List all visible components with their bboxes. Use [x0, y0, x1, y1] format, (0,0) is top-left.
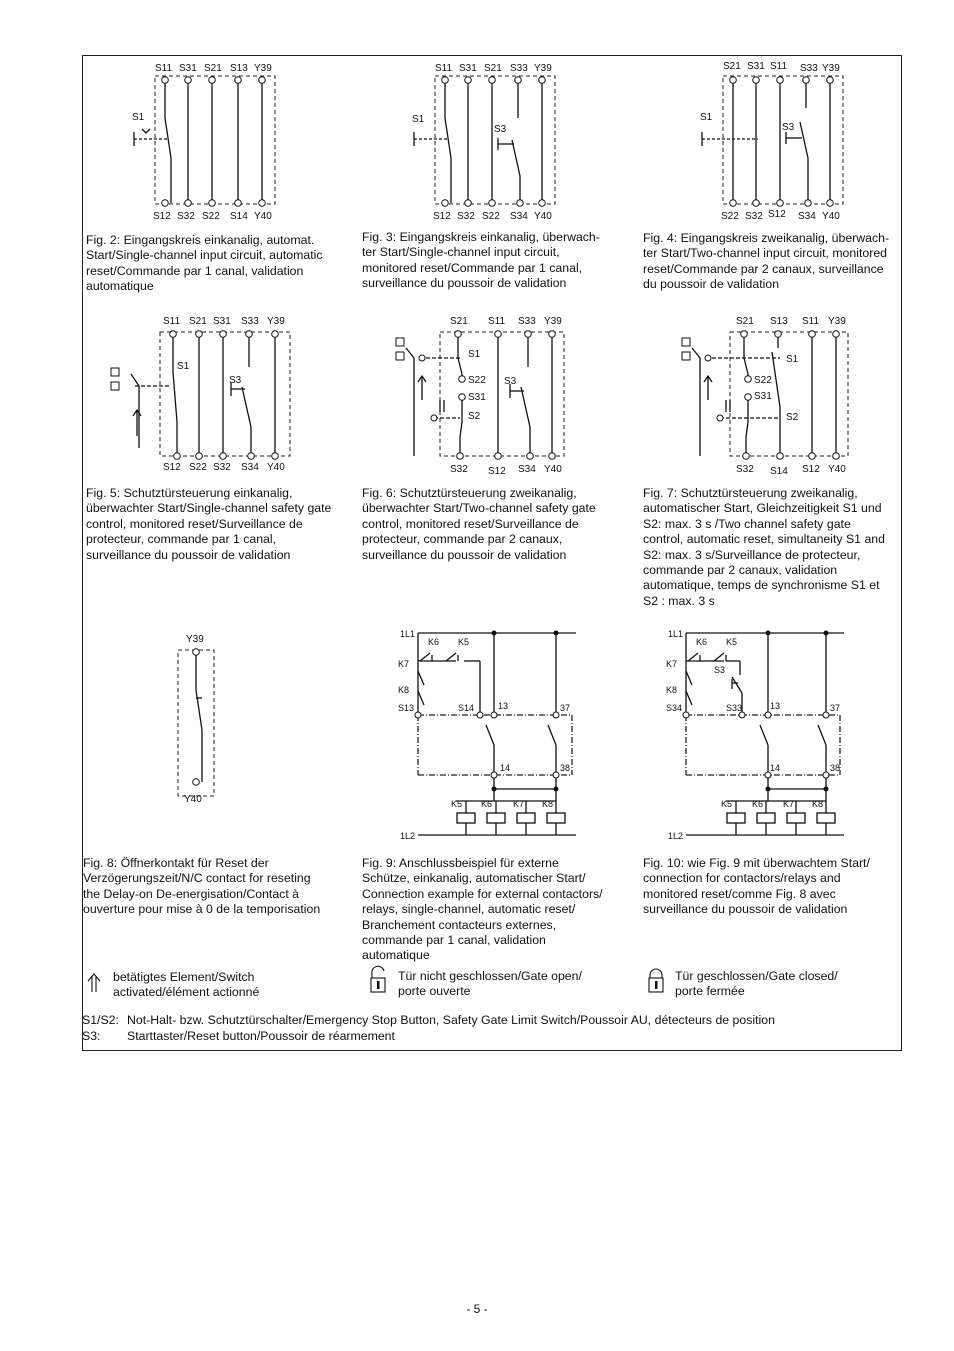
- fig4-diagram: [688, 58, 858, 228]
- fig5-diagram: [105, 312, 305, 482]
- fig7-switch-label: S22: [754, 375, 772, 386]
- fig10-contact-label: S3: [714, 665, 726, 675]
- fig9-terminal-label: 14: [500, 763, 511, 773]
- fig5-bottom-label: S32: [213, 462, 231, 473]
- fig7-diagram: [676, 312, 866, 482]
- fig7-switch-label: S1: [786, 354, 799, 365]
- fig7-switch-label: S2: [786, 412, 799, 423]
- fig6-top-label: Y39: [544, 316, 562, 327]
- fig6-switch-label: S1: [468, 349, 481, 360]
- fig7-top-label: Y39: [828, 316, 846, 327]
- note-row: [82, 1028, 775, 1044]
- fig9-coil-label: K8: [542, 799, 554, 809]
- fig3-bottom-label: Y40: [534, 211, 552, 222]
- fig3-bottom-label: S12: [433, 211, 451, 222]
- fig2-bottom-label: Y40: [254, 211, 272, 222]
- fig10-terminal-label: 13: [770, 701, 781, 711]
- fig9-supply-top: 1L1: [400, 629, 416, 639]
- fig3-top-label: S21: [484, 63, 502, 74]
- fig10-contact-label: K8: [666, 685, 678, 695]
- fig9-terminal-label: 13: [498, 701, 509, 711]
- fig3-top-label: S33: [510, 63, 528, 74]
- fig6-bottom-label: S34: [518, 464, 536, 475]
- fig5-top-label: Y39: [267, 316, 285, 327]
- legend-gate-closed: Tür geschlossen/Gate closed/ porte fermée: [675, 969, 838, 999]
- fig3-bottom-label: S32: [457, 211, 475, 222]
- fig9-coil-label: K6: [481, 799, 493, 809]
- fig3-diagram: [400, 58, 570, 228]
- fig10-diagram: [664, 625, 854, 845]
- switch-notes: [82, 1012, 775, 1044]
- fig3-bottom-label: S22: [482, 211, 500, 222]
- fig10-terminal-label: 38: [830, 763, 841, 773]
- fig10-supply-top: 1L1: [668, 629, 684, 639]
- fig3-caption: Fig. 3: Eingangskreis einkanalig, überwach- ter Start/Single-channel input circuit, monitored reset/Commande par 1 canal, surveillance du poussoir de validation: [362, 230, 600, 291]
- fig7-switch-label: S31: [754, 391, 772, 402]
- fig5-top-label: S33: [241, 316, 259, 327]
- fig2-top-label: S31: [179, 63, 197, 74]
- fig2-bottom-label: S22: [202, 211, 220, 222]
- fig5-switch-label: S1: [177, 361, 190, 372]
- page-number: - 5 -: [466, 1302, 488, 1316]
- fig10-contact-label: K7: [666, 659, 678, 669]
- gate-open-icon: [368, 966, 390, 996]
- fig4-bottom-label: S12: [768, 209, 786, 220]
- fig9-caption: Fig. 9: Anschlussbeispiel für externe Schütze, einkanalig, automatischer Start/ Connection example for external contactors/ relays, single-channel, automatic reset/ Branchement contacteurs externes, commande par 1 canal, validation automatique: [362, 856, 603, 963]
- fig6-switch-label: S3: [504, 376, 517, 387]
- fig7-caption: Fig. 7: Schutztürsteuerung zweikanalig, automatischer Start, Gleichzeitigkeit S1 und S2: max. 3 s /Two channel safety gate control, automatic reset, simultaneity S1 and S2: max. 3 s/Surveillance de protecteur, commande par 2 canaux, validation automatique, temps de synchronisme S1 et S2 : max. 3 s: [643, 486, 885, 608]
- fig5-switch-label: S3: [229, 375, 242, 386]
- fig5-top-label: S21: [189, 316, 207, 327]
- fig6-top-label: S33: [518, 316, 536, 327]
- fig5-bottom-label: S12: [163, 462, 181, 473]
- fig4-top-label: Y39: [822, 63, 840, 74]
- fig3-top-label: S11: [435, 63, 453, 74]
- fig4-bottom-label: S22: [721, 211, 739, 222]
- fig4-top-label: S33: [800, 63, 818, 74]
- fig2-caption: Fig. 2: Eingangskreis einkanalig, automat. Start/Single-channel input circuit, automatic reset/Commande par 1 canal, validation automatique: [86, 233, 323, 294]
- fig9-contact-label: K7: [398, 659, 410, 669]
- fig2-bottom-label: S12: [153, 211, 171, 222]
- fig5-bottom-label: S22: [189, 462, 207, 473]
- fig8-bottom-label: Y40: [184, 794, 202, 805]
- fig9-supply-bottom: 1L2: [400, 831, 416, 841]
- gate-closed-icon: [646, 966, 668, 996]
- fig9-coil-label: K5: [451, 799, 463, 809]
- fig6-diagram: [390, 312, 580, 482]
- note-text: Starttaster/Reset button/Poussoir de réarmement: [127, 1029, 395, 1043]
- fig2-top-label: S11: [155, 63, 173, 74]
- fig2-top-label: Y39: [254, 63, 272, 74]
- fig2-diagram: [120, 58, 290, 228]
- fig8-diagram: [170, 630, 230, 810]
- fig10-supply-bottom: 1L2: [668, 831, 684, 841]
- fig6-caption: Fig. 6: Schutztürsteuerung zweikanalig, überwachter Start/Two-channel safety gate control, monitored reset/Surveillance de protecteur, commande par 2 canaux, surveillance du poussoir de validation: [362, 486, 596, 562]
- fig10-contact-label: K5: [726, 637, 738, 647]
- fig10-terminal-label: 14: [770, 763, 781, 773]
- fig7-bottom-label: S12: [802, 464, 820, 475]
- fig10-coil-label: K8: [812, 799, 824, 809]
- fig6-top-label: S11: [488, 316, 506, 327]
- fig2-top-label: S21: [204, 63, 222, 74]
- fig6-switch-label: S31: [468, 392, 486, 403]
- fig9-terminal-label: 37: [560, 703, 571, 713]
- fig4-caption: Fig. 4: Eingangskreis zweikanalig, überwach- ter Start/Two-channel input circuit, monitored reset/Commande par 2 canaux, surveillance du poussoir de validation: [643, 231, 890, 292]
- fig7-bottom-label: S14: [770, 466, 788, 477]
- fig4-top-label: S11: [770, 61, 788, 72]
- fig4-bottom-label: Y40: [822, 211, 840, 222]
- fig2-bottom-label: S32: [177, 211, 195, 222]
- fig9-terminal-label: S14: [458, 703, 475, 713]
- fig7-top-label: S11: [802, 316, 820, 327]
- fig7-bottom-label: Y40: [828, 464, 846, 475]
- fig10-coil-label: K7: [783, 799, 795, 809]
- fig9-diagram: [396, 625, 586, 845]
- fig10-terminal-label: S34: [666, 703, 683, 713]
- legend-gate-open: Tür nicht geschlossen/Gate open/ porte ouverte: [398, 969, 582, 999]
- activated-arrow-icon: [86, 972, 102, 994]
- legend-activated: betätigtes Element/Switch activated/élément actionné: [113, 970, 260, 1000]
- fig8-top-label: Y39: [186, 634, 204, 645]
- note-text: Not-Halt- bzw. Schutztürschalter/Emergency Stop Button, Safety Gate Limit Switch/Poussoir AU, détecteurs de position: [127, 1013, 775, 1027]
- fig3-top-label: S31: [459, 63, 477, 74]
- fig6-switch-label: S22: [468, 375, 486, 386]
- fig10-contact-label: K6: [696, 637, 708, 647]
- fig2-top-label: S13: [230, 63, 248, 74]
- fig9-terminal-label: 38: [560, 763, 571, 773]
- fig9-contact-label: K6: [428, 637, 440, 647]
- fig9-terminal-label: S13: [398, 703, 415, 713]
- fig6-bottom-label: Y40: [544, 464, 562, 475]
- fig5-top-label: S31: [213, 316, 231, 327]
- fig10-terminal-label: S33: [726, 703, 743, 713]
- fig7-top-label: S21: [736, 316, 754, 327]
- fig4-top-label: S21: [723, 61, 741, 72]
- fig4-switch-label: S1: [700, 112, 713, 123]
- fig6-bottom-label: S32: [450, 464, 468, 475]
- fig5-bottom-label: S34: [241, 462, 259, 473]
- fig6-top-label: S21: [450, 316, 468, 327]
- fig10-caption: Fig. 10: wie Fig. 9 mit überwachtem Start/ connection for contactors/relays and monitored reset/comme Fig. 8 avec surveillance du poussoir de validation: [643, 856, 870, 917]
- note-key: S3:: [82, 1029, 101, 1043]
- fig7-bottom-label: S32: [736, 464, 754, 475]
- fig10-coil-label: K5: [721, 799, 733, 809]
- fig8-caption: Fig. 8: Öffnerkontakt für Reset der Verzögerungszeit/N/C contact for reseting the Delay-on De-energisation/Contact à ouverture pour mise à 0 de la temporisation: [83, 856, 321, 917]
- fig2-bottom-label: S14: [230, 211, 248, 222]
- fig9-contact-label: K8: [398, 685, 410, 695]
- fig4-bottom-label: S34: [798, 211, 816, 222]
- fig4-top-label: S31: [747, 61, 765, 72]
- fig9-contact-label: K5: [458, 637, 470, 647]
- fig9-coil-label: K7: [513, 799, 525, 809]
- fig3-bottom-label: S34: [510, 211, 528, 222]
- fig5-caption: Fig. 5: Schutztürsteuerung einkanalig, überwachter Start/Single-channel safety gate control, monitored reset/Surveillance de protecteur, commande par 1 canal, surveillance du poussoir de validation: [86, 486, 332, 562]
- note-row: [82, 1012, 775, 1028]
- note-key: S1/S2:: [82, 1013, 119, 1027]
- fig6-switch-label: S2: [468, 411, 481, 422]
- fig7-top-label: S13: [770, 316, 788, 327]
- fig3-top-label: Y39: [534, 63, 552, 74]
- fig3-switch-label: S1: [412, 114, 425, 125]
- fig4-switch-label: S3: [782, 122, 795, 133]
- fig10-coil-label: K6: [752, 799, 764, 809]
- fig5-bottom-label: Y40: [267, 462, 285, 473]
- fig2-switch-label: S1: [132, 112, 145, 123]
- fig5-top-label: S11: [163, 316, 181, 327]
- fig3-switch-label: S3: [494, 124, 507, 135]
- fig4-bottom-label: S32: [745, 211, 763, 222]
- fig6-bottom-label: S12: [488, 466, 506, 477]
- fig10-terminal-label: 37: [830, 703, 841, 713]
